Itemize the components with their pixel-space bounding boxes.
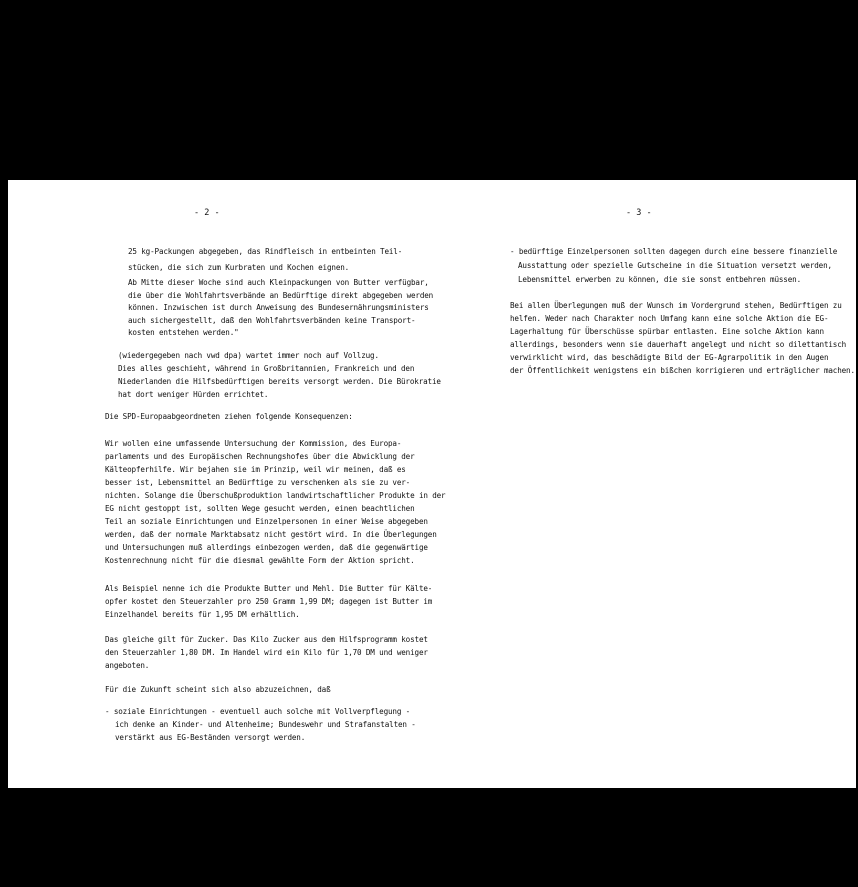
- text-line: stücken, die sich zum Kurbraten und Kochen eignen.: [128, 263, 350, 272]
- text-line: die über die Wohlfahrtsverbände an Bedürftige direkt abgegeben werden: [128, 291, 434, 300]
- page-number: - 2 -: [194, 208, 220, 218]
- text-line: den Steuerzahler 1,80 DM. Im Handel wird ein Kilo für 1,70 DM und weniger: [105, 648, 428, 657]
- text-line: allerdings, besonders wenn sie dauerhaft angelegt und nicht so dilettantisch: [510, 340, 847, 349]
- text-line: auch sichergestellt, daß den Wohlfahrtsverbänden keine Transport-: [128, 316, 416, 325]
- text-line: (wiedergegeben nach vwd dpa) wartet immer noch auf Vollzug.: [118, 351, 379, 360]
- text-line: Als Beispiel nenne ich die Produkte Butter und Mehl. Die Butter für Kälte-: [105, 584, 433, 593]
- text-line: Einzelhandel bereits für 1,95 DM erhältlich.: [105, 610, 300, 619]
- page-right: [448, 180, 856, 788]
- scanned-document-spread: [8, 180, 856, 788]
- text-line: Ab Mitte dieser Woche sind auch Kleinpackungen von Butter verfügbar,: [128, 278, 429, 287]
- text-line: Die SPD-Europaabgeordneten ziehen folgende Konsequenzen:: [105, 412, 353, 421]
- list-item-continuation: Lebensmittel erwerben zu können, die sie sonst entbehren müssen.: [518, 275, 801, 284]
- page-number: - 3 -: [626, 208, 652, 218]
- list-item: - soziale Einrichtungen - eventuell auch solche mit Vollverpflegung -: [105, 707, 411, 716]
- page-left: [8, 180, 448, 788]
- text-line: Teil an soziale Einrichtungen und Einzelpersonen in einer Weise abgegeben: [105, 517, 428, 526]
- text-line: Kostenrechnung nicht für die diesmal gewählte Form der Aktion spricht.: [105, 556, 415, 565]
- text-line: Niederlanden die Hilfsbedürftigen bereits versorgt werden. Die Bürokratie: [118, 377, 441, 386]
- list-item-continuation: Ausstattung oder spezielle Gutscheine in die Situation versetzt werden,: [518, 261, 832, 270]
- text-line: verwirklicht wird, das beschädigte Bild der EG-Agrarpolitik in den Augen: [510, 353, 829, 362]
- list-item: - bedürftige Einzelpersonen sollten dagegen durch eine bessere finanzielle: [510, 247, 838, 256]
- text-line: Lagerhaltung für Überschüsse spürbar entlasten. Eine solche Aktion kann: [510, 327, 824, 336]
- text-line: Kälteopferhilfe. Wir bejahen sie im Prinzip, weil wir meinen, daß es: [105, 465, 406, 474]
- text-line: der Öffentlichkeit wenigstens ein bißchen korrigieren und erträglicher machen.: [510, 366, 855, 375]
- text-line: Dies alles geschieht, während in Großbritannien, Frankreich und den: [118, 364, 415, 373]
- text-line: nichten. Solange die Überschußproduktion landwirtschaftlicher Produkte in der: [105, 491, 446, 500]
- list-item-continuation: ich denke an Kinder- und Altenheime; Bundeswehr und Strafanstalten -: [115, 720, 416, 729]
- text-line: werden, daß der normale Marktabsatz nicht gestört wird. In die Überlegungen: [105, 530, 437, 539]
- text-line: EG nicht gestoppt ist, sollten Wege gesucht werden, einen beachtlichen: [105, 504, 415, 513]
- text-line: hat dort weniger Hürden errichtet.: [118, 390, 269, 399]
- text-line: Das gleiche gilt für Zucker. Das Kilo Zucker aus dem Hilfsprogramm kostet: [105, 635, 428, 644]
- text-line: opfer kostet den Steuerzahler pro 250 Gramm 1,99 DM; dagegen ist Butter im: [105, 597, 433, 606]
- text-line: und Untersuchungen muß allerdings einbezogen werden, daß die gegenwärtige: [105, 543, 428, 552]
- list-item-continuation: verstärkt aus EG-Beständen versorgt werden.: [115, 733, 306, 742]
- text-line: Für die Zukunft scheint sich also abzuzeichnen, daß: [105, 685, 331, 694]
- text-line: besser ist, Lebensmittel an Bedürftige zu verschenken als sie zu ver-: [105, 478, 411, 487]
- text-line: angeboten.: [105, 661, 150, 670]
- text-line: Wir wollen eine umfassende Untersuchung der Kommission, des Europa-: [105, 439, 402, 448]
- text-line: parlaments und des Europäischen Rechnungshofes über die Abwicklung der: [105, 452, 415, 461]
- text-line: 25 kg-Packungen abgegeben, das Rindfleisch in entbeinten Teil-: [128, 247, 403, 256]
- text-line: kosten entstehen werden.": [128, 328, 239, 337]
- text-line: helfen. Weder nach Charakter noch Umfang kann eine solche Aktion die EG-: [510, 314, 829, 323]
- text-line: können. Inzwischen ist durch Anweisung des Bundesernährungsministers: [128, 303, 429, 312]
- text-line: Bei allen Überlegungen muß der Wunsch im Vordergrund stehen, Bedürftigen zu: [510, 301, 842, 310]
